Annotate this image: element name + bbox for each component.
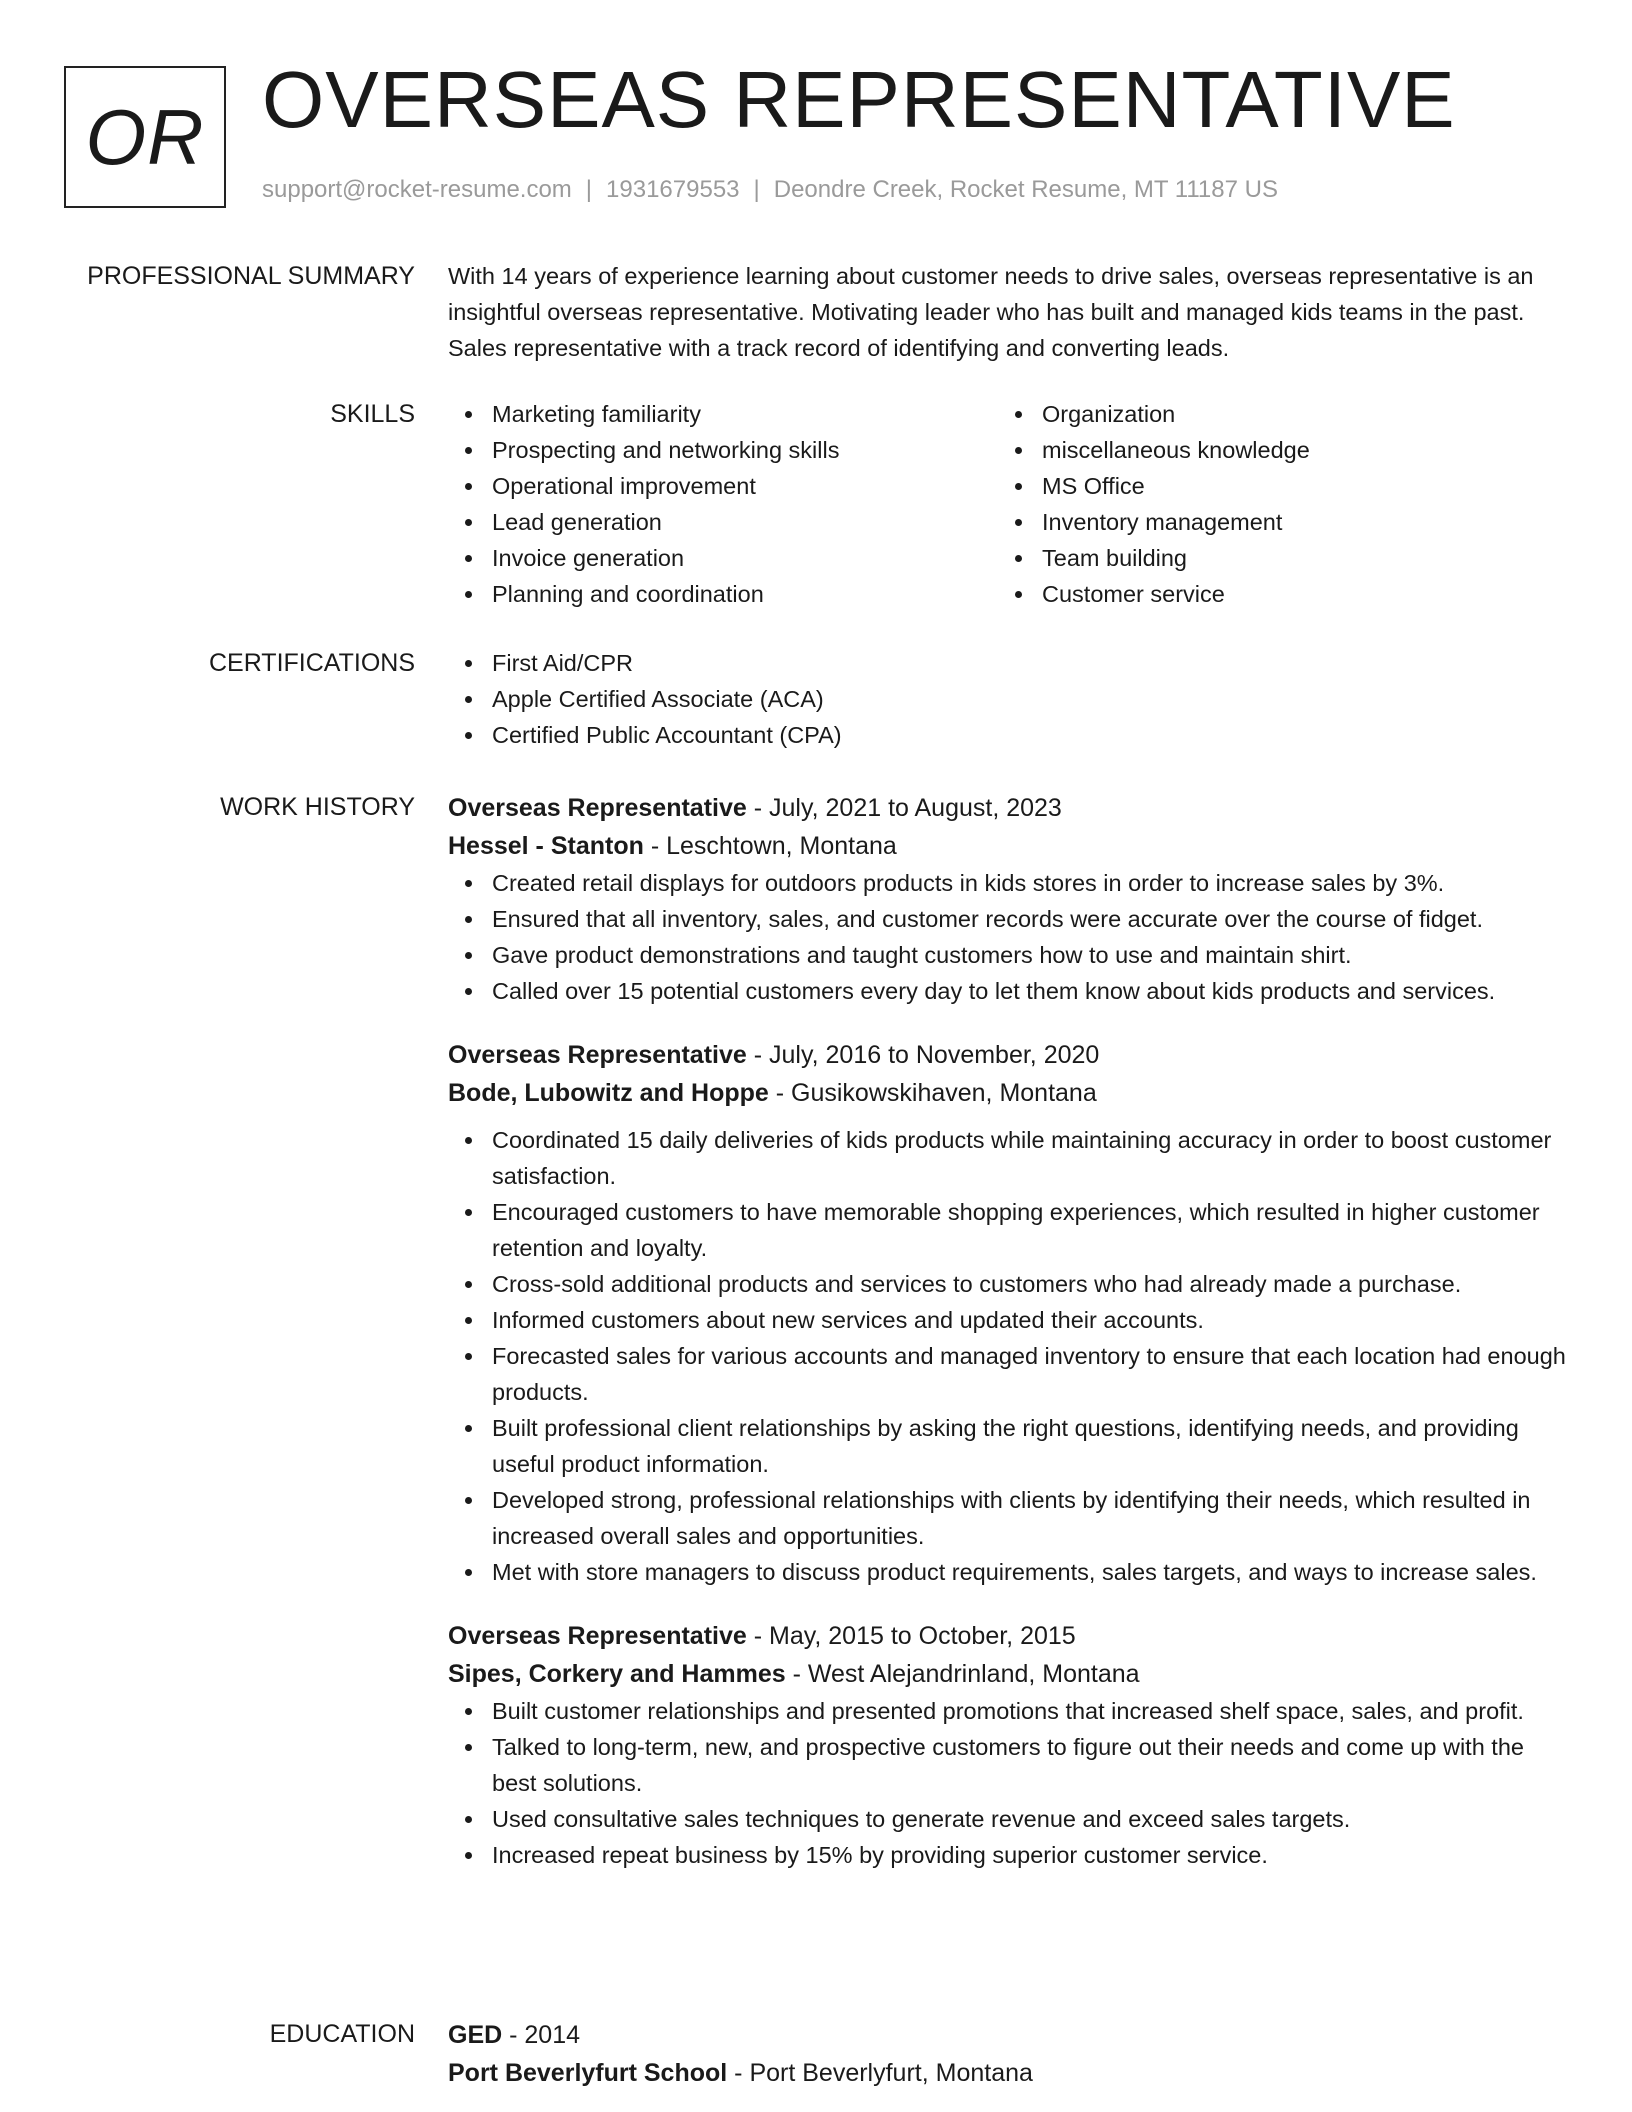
skills-right-list: [998, 396, 1548, 612]
job-title-line: [448, 1617, 1568, 1655]
certification-item: Apple Certified Associate (ACA): [448, 681, 1568, 717]
skill-item: Customer service: [998, 576, 1548, 612]
education-degree-line: [448, 2016, 1568, 2054]
monogram-badge: OR: [64, 66, 226, 208]
job-entry: [448, 789, 1568, 1009]
job-bullet: Ensured that all inventory, sales, and customer records were accurate over the course of fidget.: [448, 901, 1568, 937]
job-bullets: [448, 865, 1568, 1009]
skill-item: MS Office: [998, 468, 1548, 504]
certifications-list: [448, 645, 1568, 753]
contact-separator: |: [585, 176, 593, 203]
job-company-line: [448, 1074, 1568, 1112]
education-year: - 2014: [502, 2021, 581, 2049]
skill-item: Planning and coordination: [448, 576, 998, 612]
contact-line: [262, 176, 1278, 204]
contact-separator: |: [753, 176, 760, 203]
job-bullet: Met with store managers to discuss product requirements, sales targets, and ways to increase sales.: [448, 1554, 1568, 1590]
summary-heading: PROFESSIONAL SUMMARY: [87, 262, 415, 290]
job-dates: - July, 2016 to November, 2020: [746, 1041, 1100, 1069]
skill-item: Marketing familiarity: [448, 396, 998, 432]
job-title-line: [448, 1036, 1568, 1074]
job-bullet: Encouraged customers to have memorable shopping experiences, which resulted in higher customer retention and loyalty.: [448, 1194, 1568, 1266]
work-history-body: [448, 789, 1568, 1873]
skill-item: Prospecting and networking skills: [448, 432, 998, 468]
skill-item: Operational improvement: [448, 468, 998, 504]
summary-text: With 14 years of experience learning about customer needs to drive sales, overseas representative is an insightful overseas representative. Motivating leader who has built and managed kids teams in the past. Sales representative with a track record of identifying and converting leads.: [448, 263, 1534, 361]
job-bullet: Forecasted sales for various accounts and managed inventory to ensure that each location had enough products.: [448, 1338, 1568, 1410]
job-bullet: Cross-sold additional products and services to customers who had already made a purchase.: [448, 1266, 1568, 1302]
job-company: Sipes, Corkery and Hammes: [448, 1660, 786, 1688]
skill-item: Invoice generation: [448, 540, 998, 576]
job-bullet: Coordinated 15 daily deliveries of kids products while maintaining accuracy in order to boost customer satisfaction.: [448, 1122, 1568, 1194]
job-bullet: Increased repeat business by 15% by providing superior customer service.: [448, 1837, 1568, 1873]
job-title-line: [448, 789, 1568, 827]
skills-heading: SKILLS: [330, 400, 415, 428]
job-bullets: [448, 1693, 1568, 1873]
job-bullet: Gave product demonstrations and taught customers how to use and maintain shirt.: [448, 937, 1568, 973]
job-bullet: Developed strong, professional relationships with clients by identifying their needs, which resulted in increased overall sales and opportunities.: [448, 1482, 1568, 1554]
job-company-line: [448, 827, 1568, 865]
certifications-heading: CERTIFICATIONS: [208, 649, 415, 677]
job-company: Bode, Lubowitz and Hoppe: [448, 1079, 769, 1107]
job-title: Overseas Representative: [448, 1041, 747, 1069]
skill-item: Lead generation: [448, 504, 998, 540]
job-bullet: Talked to long-term, new, and prospective customers to figure out their needs and come up with the best solutions.: [448, 1729, 1568, 1801]
job-dates: - July, 2021 to August, 2023: [746, 794, 1062, 822]
contact-phone[interactable]: 1931679553: [606, 176, 740, 203]
skills-left-list: [448, 396, 998, 612]
job-bullet: Created retail displays for outdoors products in kids stores in order to increase sales by 3%.: [448, 865, 1568, 901]
skill-item: miscellaneous knowledge: [998, 432, 1548, 468]
job-bullet: Built professional client relationships by asking the right questions, identifying needs, and providing useful product information.: [448, 1410, 1568, 1482]
job-location: - Gusikowskihaven, Montana: [768, 1079, 1097, 1107]
certification-item: First Aid/CPR: [448, 645, 1568, 681]
skill-item: Inventory management: [998, 504, 1548, 540]
skills-body: [448, 396, 1568, 612]
job-title: Overseas Representative: [448, 794, 747, 822]
education-heading: EDUCATION: [269, 2020, 415, 2048]
job-title: Overseas Representative: [448, 1622, 747, 1650]
job-bullet: Informed customers about new services and updated their accounts.: [448, 1302, 1568, 1338]
job-dates: - May, 2015 to October, 2015: [746, 1622, 1076, 1650]
job-company-line: [448, 1655, 1568, 1693]
job-bullet: Built customer relationships and presented promotions that increased shelf space, sales, and profit.: [448, 1693, 1568, 1729]
job-entry: [448, 1617, 1568, 1873]
resume-title: OVERSEAS REPRESENTATIVE: [262, 55, 1456, 144]
skill-item: Organization: [998, 396, 1548, 432]
job-entry: [448, 1036, 1568, 1590]
job-bullet: Called over 15 potential customers every day to let them know about kids products and services.: [448, 973, 1568, 1009]
education-school: Port Beverlyfurt School: [448, 2059, 728, 2087]
contact-email[interactable]: support@rocket-resume.com: [262, 176, 572, 203]
contact-address: Deondre Creek, Rocket Resume, MT 11187 US: [773, 176, 1278, 203]
work-history-heading: WORK HISTORY: [220, 793, 415, 821]
job-bullet: Used consultative sales techniques to generate revenue and exceed sales targets.: [448, 1801, 1568, 1837]
certifications-body: [448, 645, 1568, 753]
job-location: - West Alejandrinland, Montana: [785, 1660, 1140, 1688]
certification-item: Certified Public Accountant (CPA): [448, 717, 1568, 753]
skill-item: Team building: [998, 540, 1548, 576]
job-location: - Leschtown, Montana: [643, 832, 897, 860]
job-company: Hessel - Stanton: [448, 832, 644, 860]
job-bullets: [448, 1122, 1568, 1590]
education-school-line: [448, 2054, 1568, 2092]
education-degree: GED: [448, 2021, 503, 2049]
education-location: - Port Beverlyfurt, Montana: [727, 2059, 1033, 2087]
summary-body: [448, 258, 1568, 366]
education-body: [448, 2016, 1568, 2092]
